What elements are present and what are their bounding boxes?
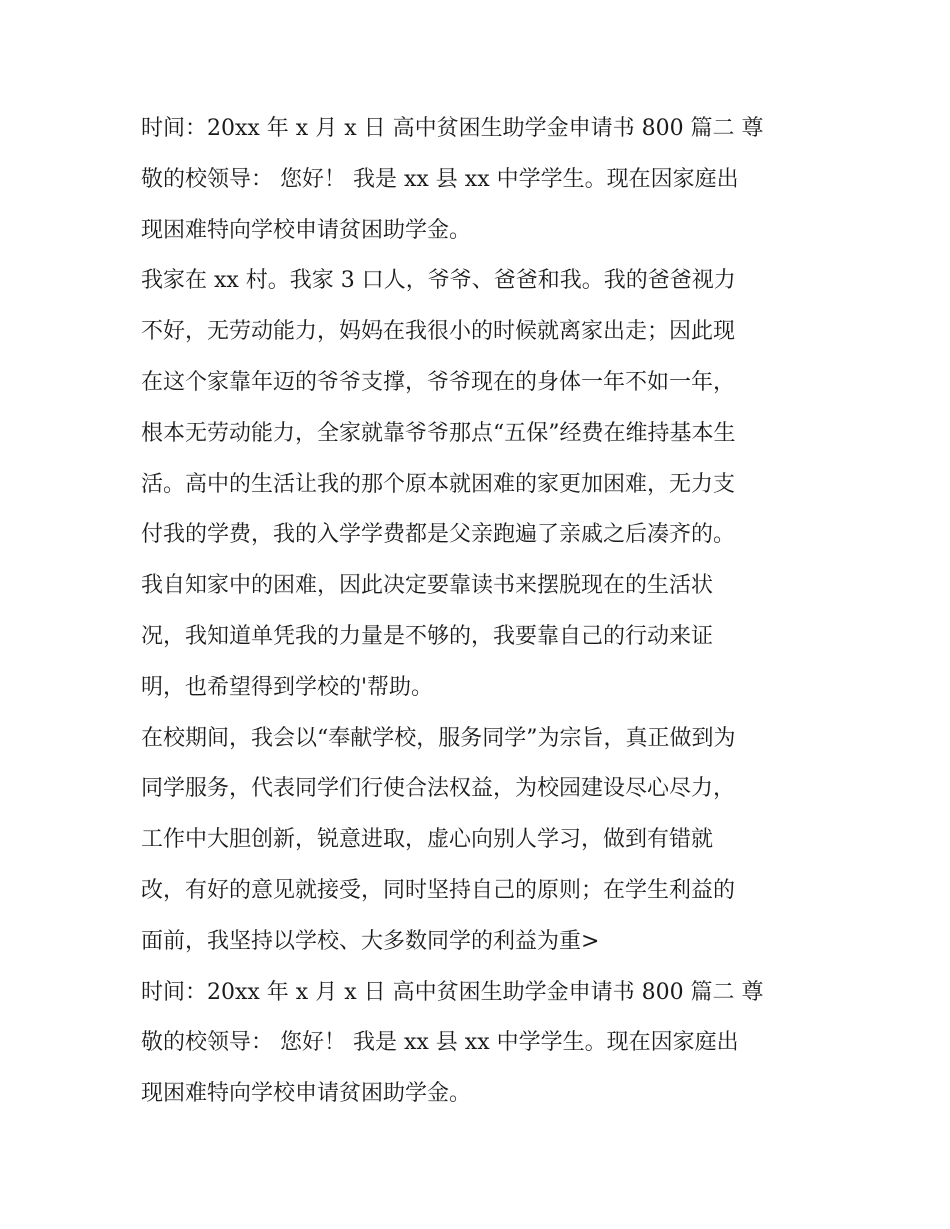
- text-line-6: 在这个家靠年迈的爷爷支撑，爷爷现在的身体一年不如一年，: [141, 369, 736, 395]
- text-line-5: 不好，无劳动能力，妈妈在我很小的时候就离家出走；因此现: [141, 319, 736, 345]
- text-line-1: 时间：20xx 年 x 月 x 日 高中贫困生助学金申请书 800 篇二 尊: [141, 116, 764, 141]
- text-line-9: 付我的学费，我的入学学费都是父亲跑遍了亲戚之后凑齐的。: [141, 522, 736, 548]
- text-line-10: 我自知家中的困难，因此决定要靠读书来摆脱现在的生活状: [141, 573, 714, 599]
- text-line-4: 我家在 xx 村。我家 3 口人，爷爷、爸爸和我。我的爸爸视力: [141, 268, 736, 294]
- text-line-12: 明，也希望得到学校的'帮助。: [141, 674, 434, 700]
- text-line-2: 敬的校领导： 您好！ 我是 xx 县 xx 中学学生。现在因家庭出: [141, 166, 739, 192]
- document-body: [141, 104, 821, 1120]
- text-line-7: 根本无劳动能力，全家就靠爷爷那点“五保”经费在维持基本生: [141, 420, 736, 446]
- text-line-17: 面前，我坚持以学校、大多数同学的利益为重>: [141, 928, 600, 954]
- text-line-16: 改，有好的意见就接受，同时坚持自己的原则；在学生利益的: [141, 877, 736, 903]
- text-line-19: 敬的校领导： 您好！ 我是 xx 县 xx 中学学生。现在因家庭出: [141, 1030, 739, 1056]
- text-line-8: 活。高中的生活让我的那个原本就困难的家更加困难，无力支: [141, 471, 736, 497]
- text-line-11: 况，我知道单凭我的力量是不够的，我要靠自己的行动来证: [141, 623, 714, 649]
- text-line-20: 现困难特向学校申请贫困助学金。: [141, 1081, 472, 1107]
- text-line-13: 在校期间，我会以“奉献学校，服务同学”为宗旨，真正做到为: [141, 725, 736, 751]
- text-line-3: 现困难特向学校申请贫困助学金。: [141, 217, 472, 243]
- text-line-18: 时间：20xx 年 x 月 x 日 高中贫困生助学金申请书 800 篇二 尊: [141, 979, 764, 1005]
- text-line-15: 工作中大胆创新，锐意进取，虚心向别人学习，做到有错就: [141, 827, 714, 853]
- text-line-14: 同学服务，代表同学们行使合法权益，为校园建设尽心尽力，: [141, 776, 736, 802]
